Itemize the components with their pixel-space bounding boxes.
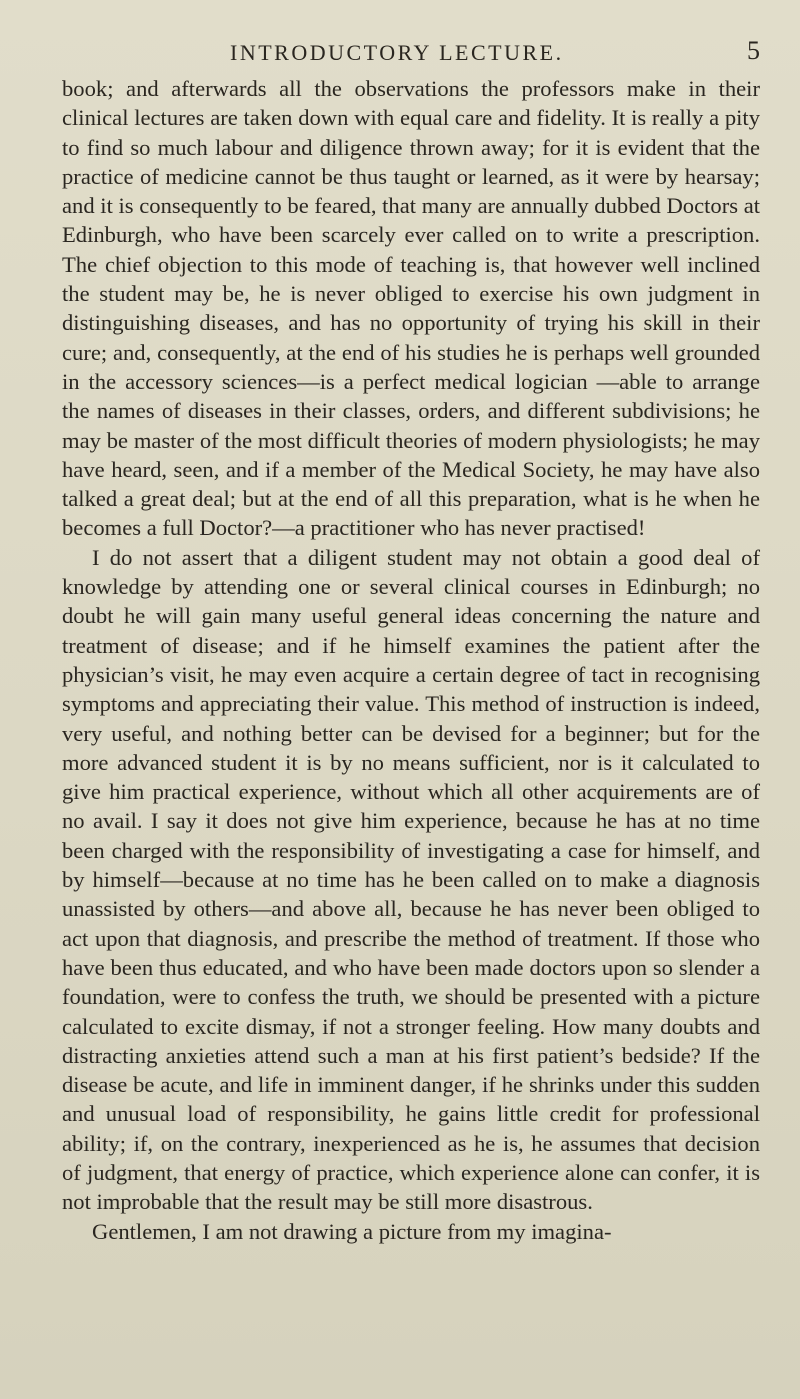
paragraph-continued: book; and afterwards all the observations the professors make in their clinical lectures are taken down with equal care and fidelity. It is really a pity to find so much labour and diligence thrown away; for it is evident that the practice of medicine cannot be thus taught or learned, as it were by hearsay; and it is consequently to be feared, that many are annually dubbed Doctors at Edinburgh, who have been scarcely ever called on to write a prescription. The chief objection to this mode of teaching is, that however well inclined the student may be, he is never obliged to exercise his own judgment in distinguishing diseases, and has no opportunity of trying his skill in their cure; and, consequently, at the end of his studies he is perhaps well grounded in the accessory sciences—is a perfect medical logician —able to arrange the names of diseases in their classes, orders, and different subdivisions; he may be master of the most difficult theories of modern physiologists; he may have heard, seen, and if a member of the Medical Society, he may have also talked a great deal; but at the end of all this preparation, what is he when he becomes a full Doctor?—a practitioner who has never practised! <box>62 76 760 541</box>
paragraph-diligent-student: I do not assert that a diligent student may not obtain a good deal of knowledge by attending one or several clinical courses in Edinburgh; no doubt he will gain many useful general ideas concerning the nature and treatment of disease; and if he himself examines the patient after the physician’s visit, he may even acquire a certain degree of tact in recognising symptoms and appreciating their value. This method of instruction is indeed, very useful, and nothing better can be devised for a beginner; but for the more advanced student it is by no means sufficient, nor is it calculated to give him practical experience, without which all other acquirements are of no avail. I say it does not give him experience, because he has at no time been charged with the responsibility of investigating a case for himself, and by himself—because at no time has he been called on to make a diagnosis unassisted by others—and above all, because he has never been obliged to act upon that diagnosis, and prescribe the method of treatment. If those who have been thus educated, and who have been made doctors upon so slender a foundation, were to confess the truth, we should be presented with a picture calculated to excite dismay, if not a stronger feeling. How many doubts and distracting anxieties attend such a man at his first patient’s bedside? If the disease be acute, and life in imminent danger, if he shrinks under this sudden and unusual load of responsibility, he gains little credit for professional ability; if, on the contrary, inexperienced as he is, he assumes that decision of judgment, that energy of practice, which experience alone can confer, it is not improbable that the result may be still more disastrous. <box>62 544 760 1215</box>
running-head <box>62 0 760 74</box>
running-title: INTRODUCTORY LECTURE. <box>230 40 564 65</box>
body-text <box>62 74 760 1246</box>
page-number: 5 <box>747 36 760 65</box>
paragraph-gentlemen: Gentlemen, I am not drawing a picture from my imagina- <box>92 1218 612 1244</box>
